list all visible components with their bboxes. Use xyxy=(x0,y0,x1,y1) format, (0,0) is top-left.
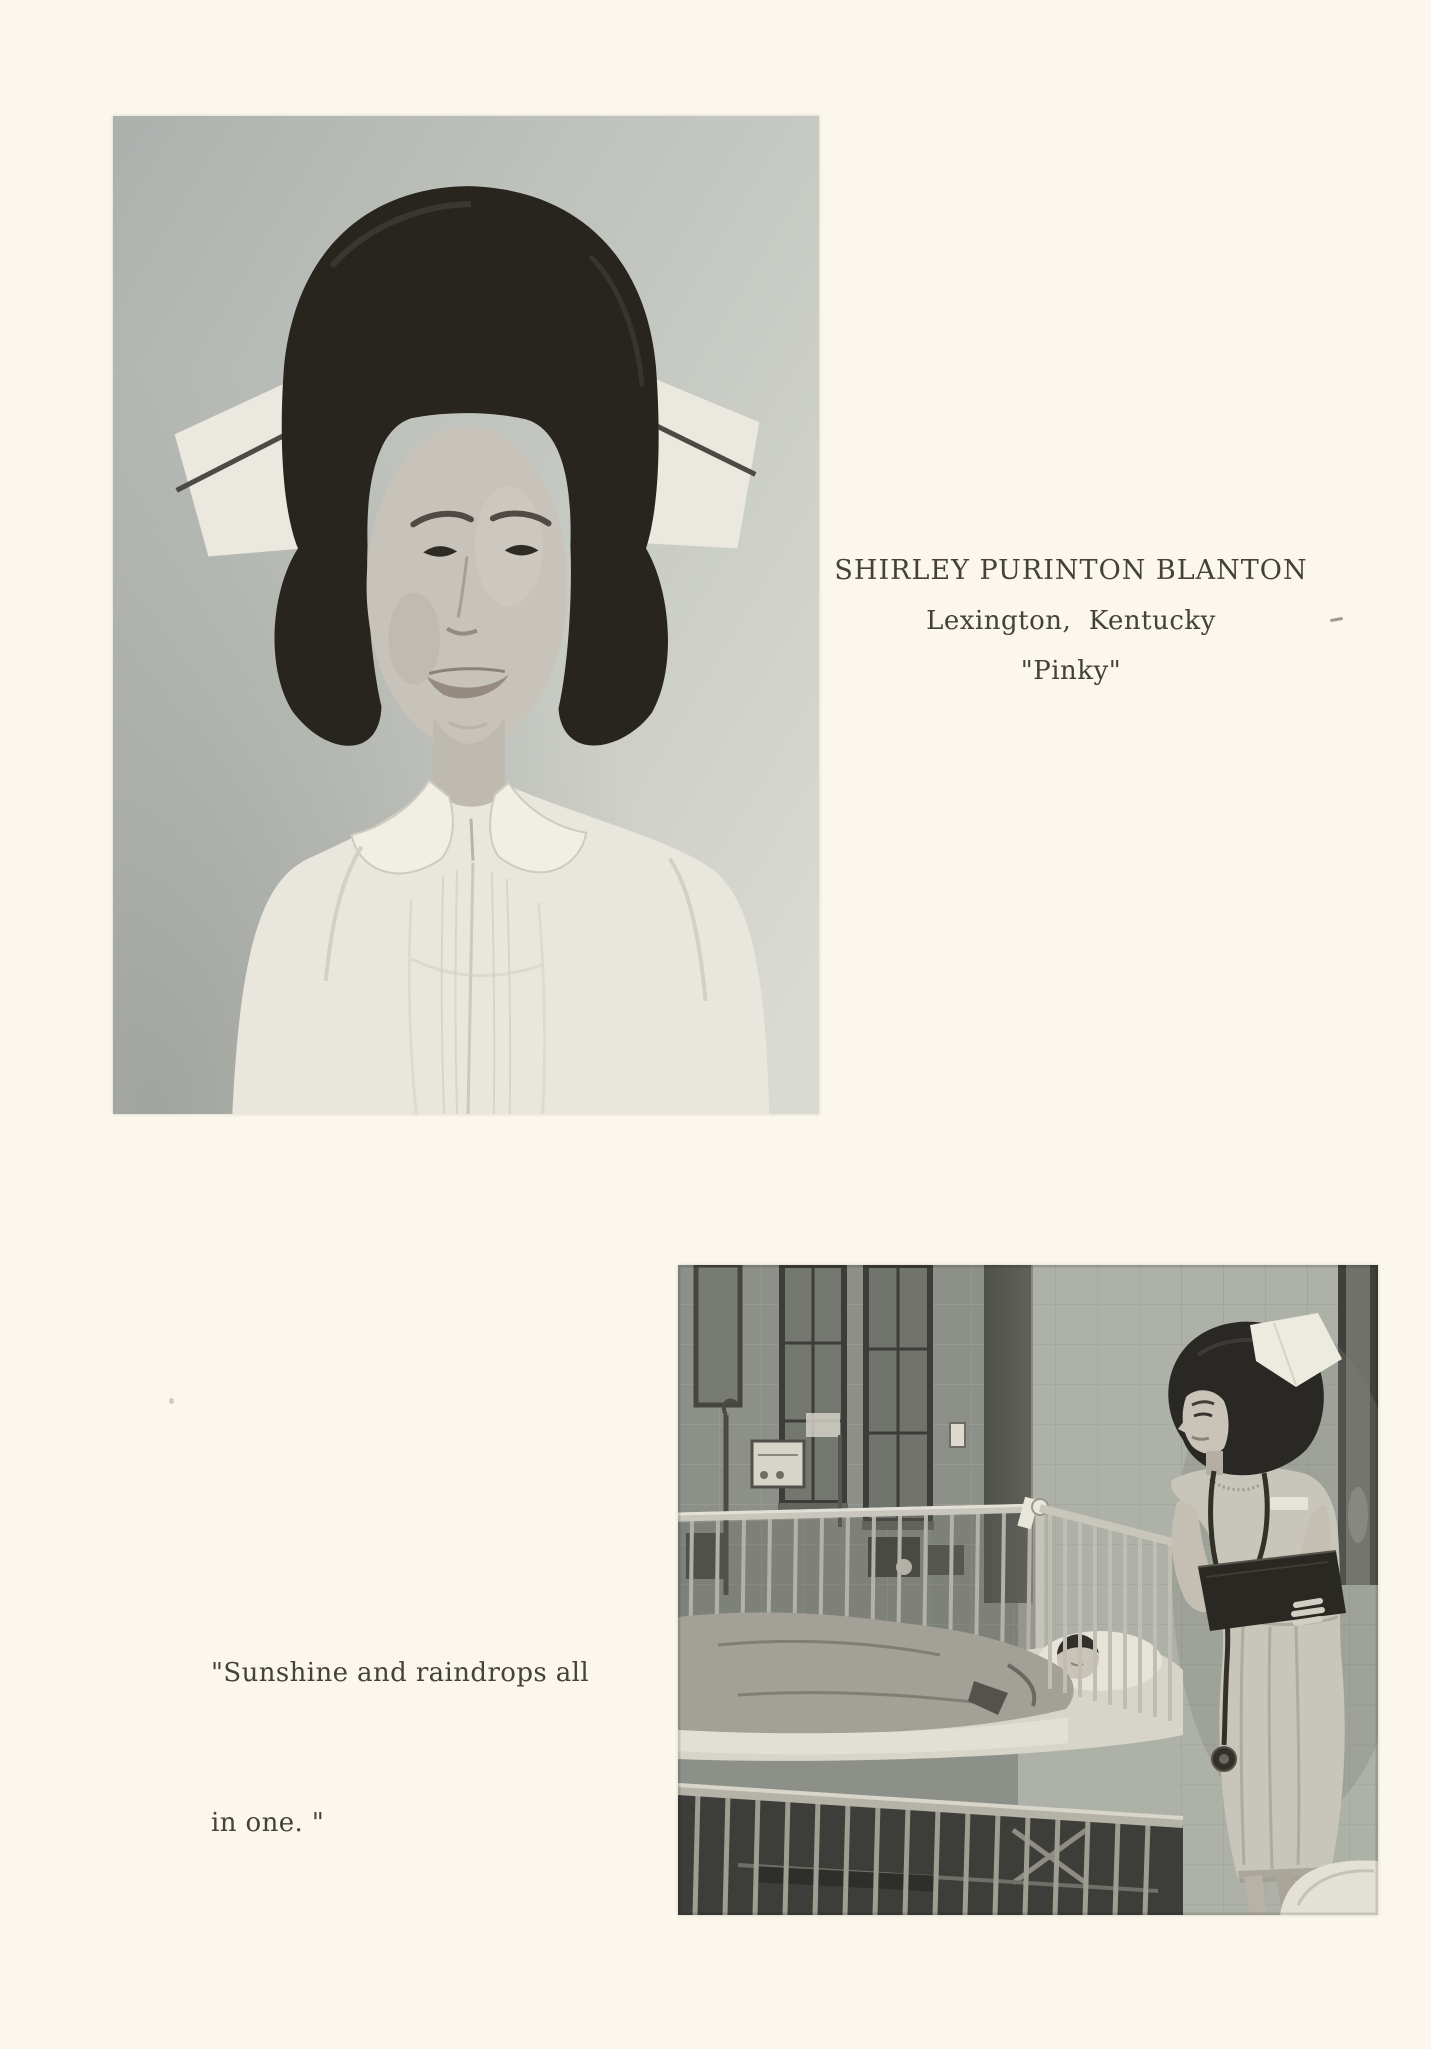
scan-artifact-dash xyxy=(1330,617,1343,622)
scan-artifact-speck xyxy=(169,1398,174,1404)
student-name: SHIRLEY PURINTON BLANTON xyxy=(834,555,1308,586)
student-nickname: "Pinky" xyxy=(1020,656,1122,686)
quote-line-1: "Sunshine and raindrops all xyxy=(211,1658,590,1688)
ward-photo xyxy=(678,1265,1378,1915)
portrait-photo xyxy=(113,116,819,1114)
quote-line-2: in one. " xyxy=(211,1808,325,1838)
ward-photo-art xyxy=(678,1265,1378,1915)
portrait-photo-art xyxy=(113,116,819,1114)
student-location: Lexington, Kentucky xyxy=(926,606,1216,636)
student-id-block xyxy=(811,546,1331,696)
student-quote xyxy=(211,1548,691,1948)
